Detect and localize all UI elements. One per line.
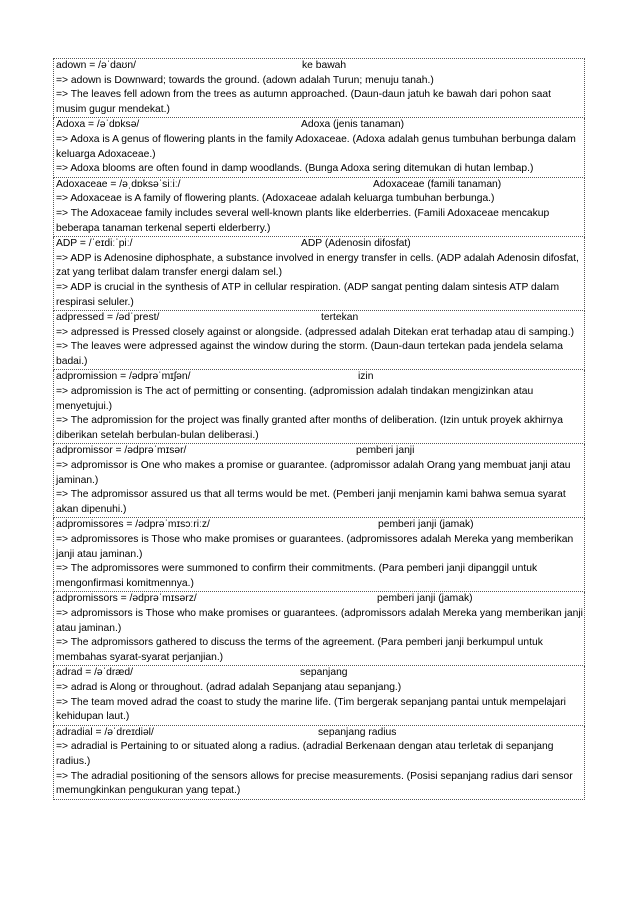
entry-head	[56, 178, 583, 193]
entry-head	[56, 666, 583, 681]
entry-definition: => adrad is Along or throughout. (adrad adalah Sepanjang atau sepanjang.)	[56, 681, 402, 693]
entry-translation: sepanjang	[300, 667, 348, 679]
entry-head	[56, 118, 583, 133]
entry-definition: => adpromissores is Those who make promises or guarantees. (adpromissores adalah Mereka yang memberikan janji atau jaminan.)	[56, 534, 574, 560]
entry-term: Adoxaceae = /əˌdɒksəˈsiːiː/	[56, 178, 181, 190]
entry-adown	[53, 59, 585, 118]
entry-example: => The adpromissor assured us that all terms would be met. (Pemberi janji menjamin kami bahwa semua syarat akan dipenuhi.)	[56, 489, 566, 515]
entry-example: => The Adoxaceae family includes several well-known plants like elderberries. (Famili Adoxaceae mencakup beberapa tanaman terkenal seperti elderberry.)	[56, 207, 550, 234]
entry-adpromissor	[53, 444, 585, 518]
entry-head	[56, 237, 583, 252]
entry-head	[56, 592, 583, 607]
entry-term: Adoxa = /əˈdɒksə/	[56, 119, 140, 131]
entry-translation: Adoxa (jenis tanaman)	[301, 119, 405, 131]
entry-translation: pemberi janji	[356, 445, 415, 457]
entry-definition: => Adoxaceae is A family of flowering plants. (Adoxaceae adalah keluarga tumbuhan berbunga.)	[56, 193, 495, 205]
entry-translation: tertekan	[321, 312, 359, 324]
entry-example: => The leaves were adpressed against the window during the storm. (Daun-daun tertekan pada jendela selama badai.)	[56, 341, 563, 367]
entry-translation: pemberi janji (jamak)	[377, 593, 473, 605]
entry-definition: => adpromissor is One who makes a promise or guarantee. (adpromissor adalah Orang yang membuat janji atau jaminan.)	[56, 460, 571, 486]
entry-adoxaceae	[53, 178, 585, 237]
entry-adrad	[53, 666, 585, 725]
entry-example: => The team moved adrad the coast to study the marine life. (Tim bergerak sepanjang pantai untuk mempelajari kehidupan laut.)	[56, 696, 566, 723]
entry-adpromissors	[53, 592, 585, 666]
entry-definition: => adradial is Pertaining to or situated along a radius. (adradial Berkenaan dengan atau terletak di sepanjang radius.)	[56, 741, 554, 767]
entry-term: adrad = /əˈdræd/	[56, 667, 133, 679]
entry-translation: ADP (Adenosin difosfat)	[301, 238, 411, 250]
entry-definition: => Adoxa is A genus of flowering plants in the family Adoxaceae. (Adoxa adalah genus tumbuhan berbunga dalam keluarga Adoxaceae.)	[56, 133, 576, 160]
glossary-sheet	[53, 58, 585, 800]
entry-definition: => adown is Downward; towards the ground. (adown adalah Turun; menuju tanah.)	[56, 74, 434, 86]
entry-example: => ADP is crucial in the synthesis of ATP in cellular respiration. (ADP sangat penting dalam sintesis ATP dalam respirasi seluler.)	[56, 281, 560, 308]
entry-head	[56, 370, 583, 385]
entry-example: => The leaves fell adown from the trees as autumn approached. (Daun-daun jatuh ke bawah dari pohon saat musim gugur mendekat.)	[56, 89, 551, 115]
entry-head	[56, 444, 583, 459]
entry-adpromission	[53, 370, 585, 444]
entry-head	[56, 59, 583, 74]
entry-term: adpressed = /ədˈprest/	[56, 312, 160, 324]
entry-translation: izin	[358, 371, 374, 383]
entry-definition: => adpressed is Pressed closely against or alongside. (adpressed adalah Ditekan erat terhadap atau di samping.)	[56, 326, 575, 338]
entry-head	[56, 311, 583, 326]
entry-adpromissores	[53, 518, 585, 592]
entry-translation: sepanjang radius	[318, 726, 397, 738]
entry-definition: => ADP is Adenosine diphosphate, a substance involved in energy transfer in cells. (ADP adalah Adenosin difosfat, zat yang terlibat dalam transfer energi dalam sel.)	[56, 252, 579, 279]
entry-definition: => adpromissors is Those who make promises or guarantees. (adpromissors adalah Mereka yang memberikan janji atau jaminan.)	[56, 607, 583, 634]
entry-adoxa	[53, 118, 585, 177]
entry-term: adpromissors = /ədprəˈmɪsərz/	[56, 593, 197, 605]
entry-translation: Adoxaceae (famili tanaman)	[373, 178, 502, 190]
entry-definition: => adpromission is The act of permitting or consenting. (adpromission adalah tindakan mengizinkan atau menyetujui.)	[56, 386, 534, 412]
entry-head	[56, 726, 583, 741]
entry-adpressed	[53, 311, 585, 370]
entry-term: adpromission = /ədprəˈmɪʃən/	[56, 371, 191, 383]
entry-example: => The adpromission for the project was finally granted after months of deliberation. (Izin untuk proyek akhirnya diberikan setelah berbulan-bulan deliberasi.)	[56, 415, 563, 441]
entry-adp	[53, 237, 585, 311]
entry-example: => The adpromissors gathered to discuss the terms of the agreement. (Para pemberi janji berkumpul untuk membahas syarat-syarat perjanjian.)	[56, 637, 543, 663]
entry-example: => The adradial positioning of the sensors allows for precise measurements. (Posisi sepanjang radius dari sensor memungkinkan pengukuran yang tepat.)	[56, 770, 573, 797]
entry-term: adpromissores = /ədprəˈmɪsɔːriːz/	[56, 519, 210, 531]
entry-term: adradial = /əˈdreɪdiəl/	[56, 726, 154, 738]
entry-term: adown = /əˈdaʊn/	[56, 60, 136, 71]
entry-head	[56, 518, 583, 533]
entry-translation: pemberi janji (jamak)	[378, 519, 474, 531]
entry-adradial	[53, 726, 585, 800]
entry-example: => The adpromissores were summoned to confirm their commitments. (Para pemberi janji dipanggil untuk mengonfirmasi komitmennya.)	[56, 563, 538, 589]
entry-term: adpromissor = /ədprəˈmɪsər/	[56, 445, 187, 457]
entry-example: => Adoxa blooms are often found in damp woodlands. (Bunga Adoxa sering ditemukan di hutan lembap.)	[56, 163, 534, 175]
entry-term: ADP = /ˈeɪdiːˈpiː/	[56, 238, 133, 250]
entry-translation: ke bawah	[302, 60, 347, 71]
